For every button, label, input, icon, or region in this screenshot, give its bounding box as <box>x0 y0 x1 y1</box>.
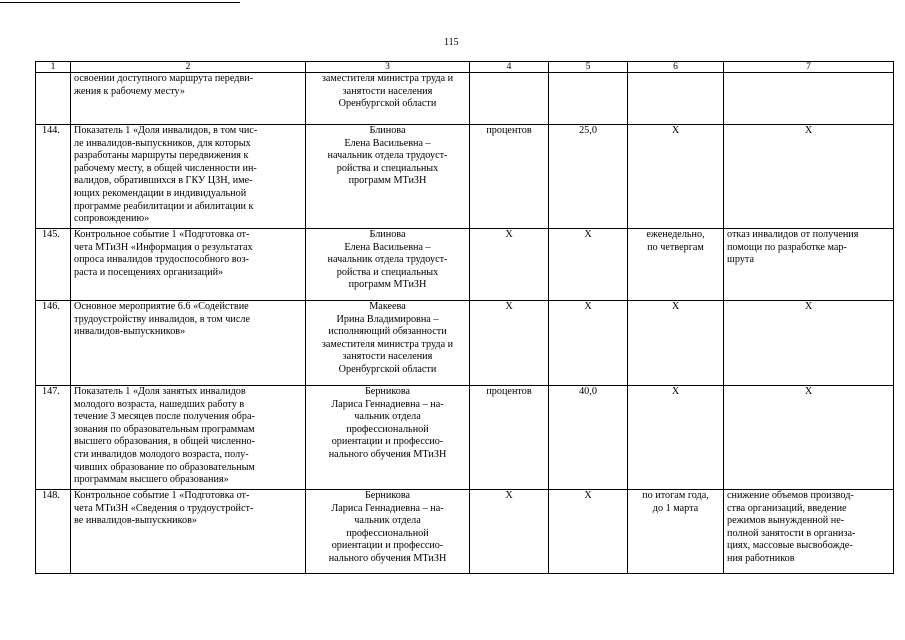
column-number-row <box>36 62 894 73</box>
table-row <box>36 490 894 574</box>
risk-cell: Х <box>724 125 894 229</box>
value-cell: Х <box>549 490 628 574</box>
risk-cell: Х <box>724 301 894 386</box>
deadline-cell: Х <box>628 125 724 229</box>
unit-cell: процентов <box>470 125 549 229</box>
unit-cell: Х <box>470 490 549 574</box>
row-number: 146. <box>36 301 71 386</box>
deadline-cell: Х <box>628 301 724 386</box>
table-row <box>36 229 894 301</box>
deadline-cell <box>628 73 724 125</box>
table-row <box>36 125 894 229</box>
measure-text: Основное мероприятие 6.6 «Содействие трудоустройству инвалидов, в том числе инвалидов-выпускников» <box>71 301 306 386</box>
risk-cell <box>724 73 894 125</box>
row-number: 145. <box>36 229 71 301</box>
column-header: 4 <box>470 62 549 73</box>
row-number: 148. <box>36 490 71 574</box>
deadline-cell: еженедельно, по четвергам <box>628 229 724 301</box>
column-header: 6 <box>628 62 724 73</box>
column-header: 5 <box>549 62 628 73</box>
row-number: 147. <box>36 386 71 490</box>
value-cell: 25,0 <box>549 125 628 229</box>
responsible-person: Макеева Ирина Владимировна – исполняющий обязанности заместителя министра труда и занятости населения Оренбургской области <box>306 301 470 386</box>
unit-cell: Х <box>470 301 549 386</box>
column-header: 2 <box>71 62 306 73</box>
header-rule <box>0 2 240 3</box>
risk-cell: отказ инвалидов от получения помощи по разработке мар- шрута <box>724 229 894 301</box>
page-number: 115 <box>444 37 459 48</box>
value-cell: Х <box>549 301 628 386</box>
table-row <box>36 301 894 386</box>
table-row <box>36 386 894 490</box>
risk-cell: снижение объемов производ- ства организаций, введение режимов вынужденной не- полной занятости в организа- циях, массовые высвобожде- ния работников <box>724 490 894 574</box>
deadline-cell: по итогам года, до 1 марта <box>628 490 724 574</box>
responsible-person: Блинова Елена Васильевна – начальник отдела трудоуст- ройства и специальных программ МТиЗН <box>306 229 470 301</box>
row-number: 144. <box>36 125 71 229</box>
measure-text: Контрольное событие 1 «Подготовка от- чета МТиЗН «Сведения о трудоустройст- ве инвалидов-выпускников» <box>71 490 306 574</box>
unit-cell: Х <box>470 229 549 301</box>
risk-cell: Х <box>724 386 894 490</box>
measure-text: Контрольное событие 1 «Подготовка от- чета МТиЗН «Информация о результатах опроса инвалидов трудоспособного воз- раста и посещениях организаций» <box>71 229 306 301</box>
value-cell <box>549 73 628 125</box>
responsible-person: Блинова Елена Васильевна – начальник отдела трудоуст- ройства и специальных программ МТиЗН <box>306 125 470 229</box>
measure-text: Показатель 1 «Доля занятых инвалидов молодого возраста, нашедших работу в течение 3 месяцев после получения обра- зования по образовательным программам высшего образования, в общей численно- сти инвалидов молодого возраста, полу- чивших образование по образовательным программам высшего образования» <box>71 386 306 490</box>
responsible-person: Берникова Лариса Геннадиевна – на- чальник отдела профессиональной ориентации и профессио- нального обучения МТиЗН <box>306 490 470 574</box>
column-header: 7 <box>724 62 894 73</box>
unit-cell <box>470 73 549 125</box>
table-row <box>36 73 894 125</box>
responsible-person: заместителя министра труда и занятости населения Оренбургской области <box>306 73 470 125</box>
value-cell: Х <box>549 229 628 301</box>
plan-table <box>35 61 894 574</box>
measure-text: освоении доступного маршрута передви- жения к рабочему месту» <box>71 73 306 125</box>
responsible-person: Берникова Лариса Геннадиевна – на- чальник отдела профессиональной ориентации и профессио- нального обучения МТиЗН <box>306 386 470 490</box>
deadline-cell: Х <box>628 386 724 490</box>
measure-text: Показатель 1 «Доля инвалидов, в том чис- ле инвалидов-выпускников, для которых разработаны маршруты передвижения к рабочему месту, в общей численности ин- валидов, обратившихся в ГКУ ЦЗН, име- ющих рекомендации в индивидуальной программе реабилитации и абилитации к сопровождению» <box>71 125 306 229</box>
column-header: 3 <box>306 62 470 73</box>
value-cell: 40,0 <box>549 386 628 490</box>
column-header: 1 <box>36 62 71 73</box>
unit-cell: процентов <box>470 386 549 490</box>
row-number <box>36 73 71 125</box>
